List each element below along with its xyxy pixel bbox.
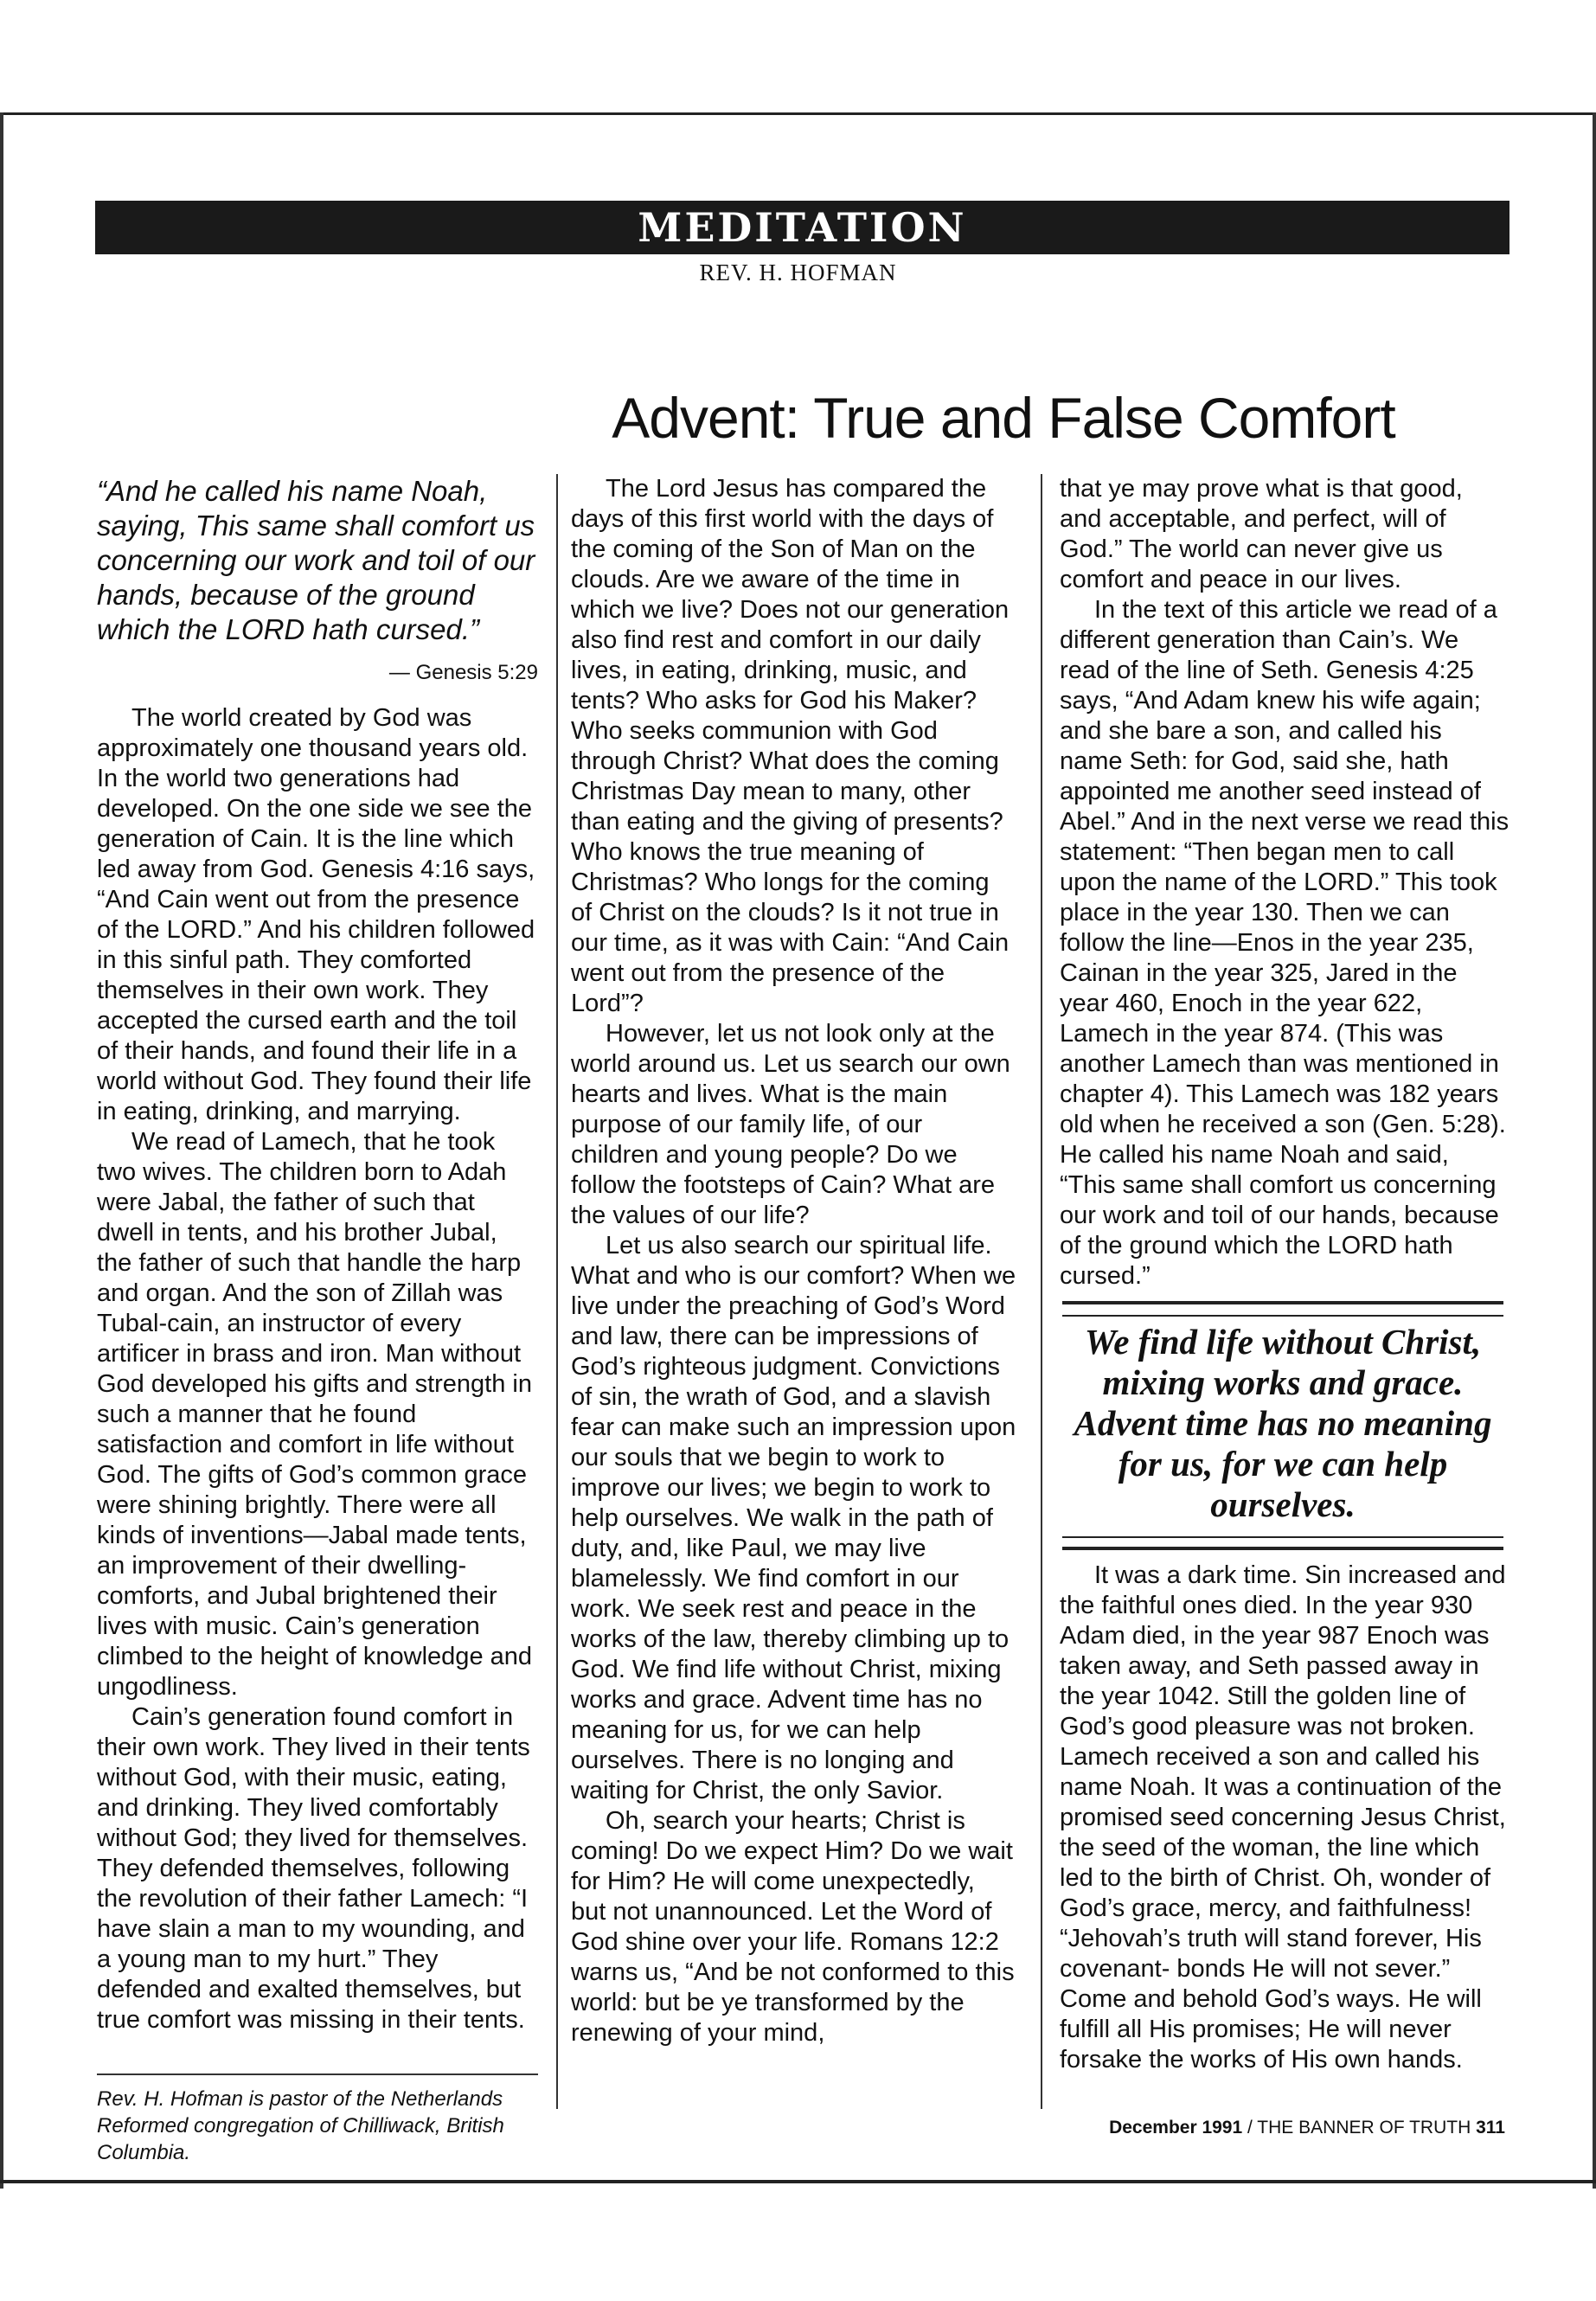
column-1 — [97, 474, 538, 2166]
author-note: Rev. H. Hofman is pastor of the Netherlands Reformed congregation of Chilliwack, British Columbia. — [97, 2087, 504, 2164]
column-3-continued — [1060, 1561, 1509, 2075]
pull-quote: We find life without Christ, mixing works and grace. Advent time has no meaning for us, for we can help ourselves. — [1074, 1322, 1492, 1524]
footer-date: December 1991 — [1109, 2118, 1243, 2138]
page-footer — [1038, 2118, 1505, 2138]
paragraph: However, let us not look only at the world around us. Let us search our own hearts and lives. What is the main purpose of our family life, of our children and young people? Do we follow the footsteps of Cain? What are the values of our life? — [571, 1020, 1010, 1229]
paragraph: Cain’s generation found comfort in their own work. They lived in their tents without God, with their music, eating, and drinking. They lived comfortably without God; they lived for themselves. They defended themselves, following the revolution of their father Lamech: “I have slain a man to my wounding, and a young man to my hurt.” They defended and exalted themselves, but true comfort was missing in their tents. — [97, 1703, 530, 2034]
column-2 — [571, 474, 1016, 2048]
section-banner: MEDITATION — [95, 201, 1509, 254]
paragraph: that ye may prove what is that good, and acceptable, and perfect, will of God.” The world can never give us comfort and peace in our lives. — [1060, 475, 1463, 593]
paragraph: The world created by God was approximately one thousand years old. In the world two generations had developed. On the one side we see the generation of Cain. It is the line which led away from God. Genesis 4:16 says, “And Cain went out from the presence of the LORD.” And his children followed in this sinful path. They comforted themselves in their own work. They accepted the cursed earth and the toil of their hands, and found their life in a world without God. They found their life in eating, drinking, and marrying. — [97, 704, 535, 1125]
paragraph: We read of Lamech, that he took two wives. The children born to Adah were Jabal, the father of such that dwell in tents, and his brother Jubal, the father of such that handle the harp and organ. And the son of Zillah was Tubal-cain, an instructor of every artificer in brass and iron. Man without God developed his gifts and strength in such a manner that he found satisfaction and comfort in life without God. The gifts of God’s common grace were shining brightly. There were all kinds of inventions—Jabal made tents, an improvement of their dwelling-comforts, and Jubal brightened their lives with music. Cain’s generation climbed to the height of knowledge and ungodliness. — [97, 1128, 533, 1701]
epigraph-citation: — Genesis 5:29 — [388, 661, 538, 684]
byline: REV. H. HOFMAN — [699, 260, 897, 285]
paragraph: In the text of this article we read of a different generation than Cain’s. We read of the line of Seth. Genesis 4:25 says, “And Adam knew his wife again; and she bare a son, and called his name Seth: for God, said she, hath appointed me another seed instead of Abel.” And in the next verse we read this statement: “Then began men to call upon the name of the LORD.” This took place in the year 130. Then we can follow the line—Enos in the year 235, Cainan in the year 325, Jared in the year 460, Enoch in the year 622, Lamech in the year 874. (This was another Lamech than was mentioned in chapter 4). This Lamech was 182 years old when he received a son (Gen. 5:28). He called his name Noah and said, “This same shall comfort us concerning our work and toil of our hands, because of the ground which the LORD hath cursed.” — [1060, 596, 1509, 1290]
column-divider — [556, 474, 558, 2109]
paragraph: It was a dark time. Sin increased and the faithful ones died. In the year 930 Adam died, in the year 987 Enoch was taken away, and Seth passed away in the year 1042. Still the golden line of God’s good pleasure was not broken. Lamech received a son and called his name Noah. It was a continuation of the promised seed concerning Jesus Christ, the seed of the woman, the line which led to the birth of Christ. Oh, wonder of God’s grace, mercy, and faithfulness! “Jehovah’s truth will stand forever, His covenant- bonds He will not sever.” Come and behold God’s ways. He will fulfill all His promises; He will never forsake the works of His own hands. — [1060, 1561, 1506, 2073]
column-3 — [1060, 474, 1509, 1292]
article-title: Advent: True and False Comfort — [612, 386, 1395, 450]
paragraph: Let us also search our spiritual life. What and who is our comfort? When we live under the preaching of God’s Word and law, there can be impressions of God’s righteous judgment. Convictions of sin, the wrath of God, and a slavish fear can make such an impression upon our souls that we begin to work to improve our lives; we begin to work to help ourselves. We walk in the path of duty, and, like Paul, we may live blamelessly. We find comfort in our work. We seek rest and peace in the works of the law, thereby climbing up to God. We find life without Christ, mixing works and grace. Advent time has no meaning for us, for we can help ourselves. There is no longing and waiting for Christ, the only Savior. — [571, 1232, 1016, 1804]
page-border-top — [0, 112, 1596, 115]
column-divider — [1041, 474, 1042, 2109]
paragraph: The Lord Jesus has compared the days of this first world with the days of the coming of the Son of Man on the clouds. Are we aware of the time in which we live? Does not our generation also find rest and comfort in our daily lives, in eating, drinking, music, and tents? Who asks for God his Maker? Who seeks communion with God through Christ? What does the coming Christmas Day mean to many, other than eating and the giving of presents? Who knows the true meaning of Christmas? Who longs for the coming of Christ on the clouds? Is it not true in our time, as it was with Cain: “And Cain went out from the presence of the Lord”? — [571, 475, 1010, 1017]
paragraph: Oh, search your hearts; Christ is coming! Do we expect Him? Do we wait for Him? He will come unexpectedly, but not unannounced. Let the Word of God shine over your life. Romans 12:2 warns us, “And be not conformed to this world: but be ye transformed by the renewing of your mind, — [571, 1807, 1015, 2047]
page-border-bottom — [0, 2180, 1596, 2183]
epigraph: “And he called his name Noah, saying, This same shall comfort us concerning our work and toil of our hands, because of the ground which the LORD hath cursed.” — [97, 475, 535, 645]
footer-publication: / THE BANNER OF TRUTH — [1247, 2118, 1471, 2138]
note-divider — [97, 2073, 538, 2075]
page-border-left — [0, 112, 3, 2189]
pull-quote-rule-bottom — [1062, 1536, 1503, 1550]
page-number: 311 — [1476, 2118, 1505, 2138]
pull-quote-rule-top — [1062, 1301, 1503, 1317]
